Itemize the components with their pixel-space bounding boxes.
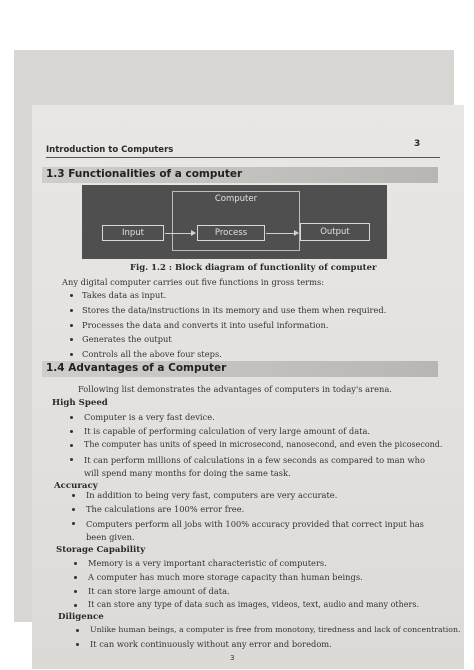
- bullet-dot: [70, 416, 73, 419]
- bullet-dot: [74, 576, 77, 579]
- accuracy-bullet: Computers perform all jobs with 100% accuracy provided that correct input has been given.: [86, 519, 424, 542]
- footer-page-number: 3: [230, 654, 235, 662]
- input-box: [102, 225, 164, 241]
- speed-bullet: The computer has units of speed in microsecond, nanosecond, and even the picosecond.: [84, 440, 443, 449]
- page-photo: [14, 50, 461, 649]
- intro-text: Any digital computer carries out five functions in gross terms:: [62, 277, 325, 287]
- bullet-dot: [70, 458, 73, 461]
- bullet-dot: [70, 444, 73, 447]
- figure-caption: Fig. 1.2 : Block diagram of functionlity of computer: [130, 263, 377, 273]
- function-bullet: Generates the output: [82, 334, 172, 344]
- bullet-dot: [70, 430, 73, 433]
- subheading-diligence: Diligence: [58, 612, 104, 622]
- bullet-dot: [70, 338, 73, 341]
- bullet-dot: [70, 353, 73, 356]
- accuracy-bullet: In addition to being very fast, computers are very accurate.: [86, 490, 338, 500]
- arrow-input-process: [165, 233, 195, 234]
- output-box: [300, 223, 370, 241]
- bullet-dot: [74, 604, 77, 607]
- section-heading: 1.4 Advantages of a Computer: [46, 362, 227, 374]
- function-bullet: Takes data as input.: [82, 290, 167, 300]
- subheading-storage: Storage Capability: [56, 545, 146, 555]
- running-title: Introduction to Computers: [46, 145, 174, 155]
- output-label: Output: [320, 227, 350, 237]
- bullet-dot: [70, 294, 73, 297]
- bullet-dot: [74, 590, 77, 593]
- diligence-bullet: It can work continuously without any error and boredom.: [90, 639, 332, 649]
- bullet-dot: [72, 508, 75, 511]
- block-diagram: [82, 185, 387, 259]
- page-number-top: 3: [414, 139, 421, 149]
- section-heading: 1.3 Functionalities of a computer: [46, 168, 243, 180]
- bullet-dot: [72, 522, 75, 525]
- speed-bullet: Computer is a very fast device.: [84, 412, 215, 422]
- advantages-intro: Following list demonstrates the advantages of computers in today's arena.: [78, 384, 392, 394]
- subheading-accuracy: Accuracy: [54, 481, 98, 491]
- computer-box: [172, 191, 300, 251]
- storage-bullet: It can store any type of data such as images, videos, text, audio and many others.: [88, 600, 419, 609]
- bullet-dot: [76, 629, 79, 632]
- bullet-dot: [72, 494, 75, 497]
- storage-bullet: Memory is a very important characteristic of computers.: [88, 558, 327, 568]
- header-rule: [46, 157, 440, 158]
- storage-bullet: It can store large amount of data.: [88, 586, 230, 596]
- function-bullet: Controls all the above four steps.: [82, 349, 222, 359]
- section-heading-bar: [42, 361, 438, 377]
- speed-bullet: It is capable of performing calculation of very large amount of data.: [84, 426, 371, 436]
- process-box: [197, 225, 265, 241]
- accuracy-bullet: The calculations are 100% error free.: [86, 504, 245, 514]
- bullet-dot: [76, 643, 79, 646]
- subheading-high-speed: High Speed: [52, 398, 108, 408]
- storage-bullet: A computer has much more storage capacity than human beings.: [88, 572, 363, 582]
- computer-label: Computer: [214, 194, 258, 204]
- speed-bullet: It can perform millions of calculations in a few seconds as compared to man who will spend many months for doing the same task.: [84, 455, 425, 478]
- arrow-process-output: [266, 233, 298, 234]
- function-bullet: Stores the data/instructions in its memory and use them when required.: [82, 305, 387, 315]
- bullet-dot: [70, 324, 73, 327]
- process-label: Process: [214, 228, 248, 238]
- bullet-dot: [74, 562, 77, 565]
- input-label: Input: [121, 228, 144, 238]
- section-heading-bar: [42, 167, 438, 183]
- bullet-dot: [70, 309, 73, 312]
- function-bullet: Processes the data and converts it into useful information.: [82, 320, 329, 330]
- diligence-bullet: Unlike human beings, a computer is free from monotony, tiredness and lack of concentration.: [90, 625, 461, 634]
- book-page: [32, 105, 464, 669]
